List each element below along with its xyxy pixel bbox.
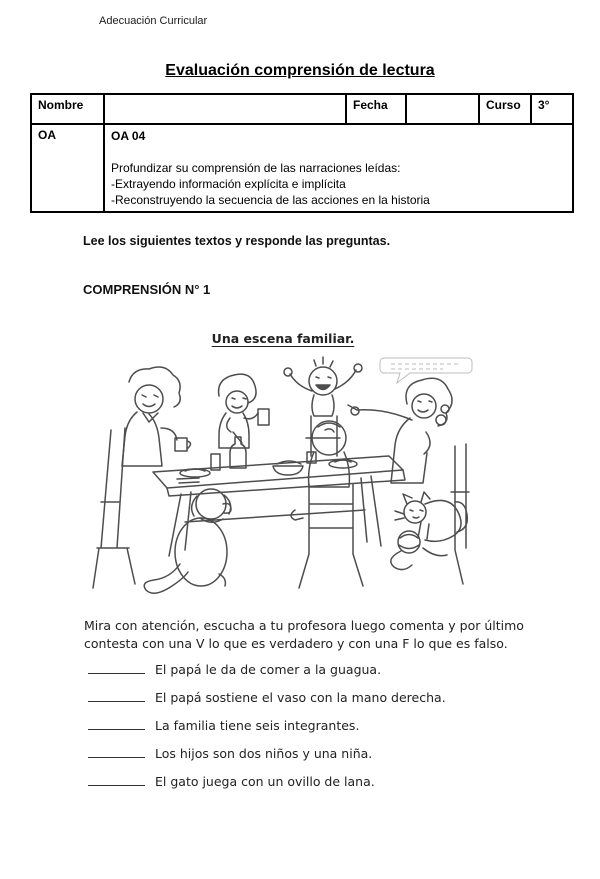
- fecha-label: Fecha: [346, 94, 406, 124]
- statement-row: [88, 774, 375, 790]
- oa-label: OA: [31, 124, 104, 212]
- oa-description-cell: [104, 124, 573, 212]
- curso-value: 3°: [531, 94, 573, 124]
- statement-text: El gato juega con un ovillo de lana.: [155, 774, 375, 789]
- yarn-ball: [391, 531, 447, 570]
- read-prompt: Lee los siguientes textos y responde las preguntas.: [83, 234, 391, 248]
- statement-text: La familia tiene seis integrantes.: [155, 718, 360, 733]
- answer-blank[interactable]: [88, 746, 145, 758]
- nombre-label: Nombre: [31, 94, 104, 124]
- scene-caption: Una escena familiar.: [211, 331, 355, 346]
- father-chair: [93, 428, 135, 588]
- info-table: [30, 93, 574, 213]
- section-title: COMPRENSIÓN N° 1: [83, 282, 211, 297]
- statement-row: [88, 690, 446, 706]
- dog-figure: [144, 489, 231, 593]
- answer-blank[interactable]: [88, 690, 145, 702]
- father-figure: [122, 367, 191, 466]
- header-note: Adecuación Curricular: [99, 15, 208, 27]
- toddler-figure: [291, 421, 363, 588]
- answer-blank[interactable]: [88, 774, 145, 786]
- answer-blank[interactable]: [88, 662, 145, 674]
- task-instructions: [84, 617, 524, 653]
- statement-text: Los hijos son dos niños y una niña.: [155, 746, 373, 761]
- statement-row: [88, 662, 381, 678]
- oa-line: -Reconstruyendo la secuencia de las acciones en la historia: [111, 193, 430, 207]
- statement-row: [88, 718, 359, 734]
- page-title: Evaluación comprensión de lectura: [165, 62, 435, 79]
- oa-line: -Extrayendo información explícita e implícita: [111, 177, 346, 191]
- statement-text: El papá le da de comer a la guagua.: [155, 662, 382, 677]
- task-line: contesta con una V lo que es verdadero y con una F lo que es falso.: [84, 636, 508, 651]
- statement-row: [88, 746, 372, 762]
- oa-spacer: [111, 144, 566, 160]
- task-line: Mira con atención, escucha a tu profesora luego comenta y por último: [84, 618, 524, 633]
- cat-figure: [395, 492, 467, 541]
- statement-text: El papá sostiene el vaso con la mano derecha.: [155, 690, 446, 705]
- fecha-field[interactable]: [406, 94, 479, 124]
- dining-table: [153, 437, 405, 556]
- oa-line: Profundizar su comprensión de las narraciones leídas:: [111, 161, 401, 175]
- oa-code: OA 04: [111, 129, 146, 143]
- boy-figure: [219, 374, 269, 448]
- nombre-field[interactable]: [104, 94, 346, 124]
- answer-blank[interactable]: [88, 718, 145, 730]
- family-scene-illustration: [85, 352, 481, 614]
- curso-label: Curso: [479, 94, 531, 124]
